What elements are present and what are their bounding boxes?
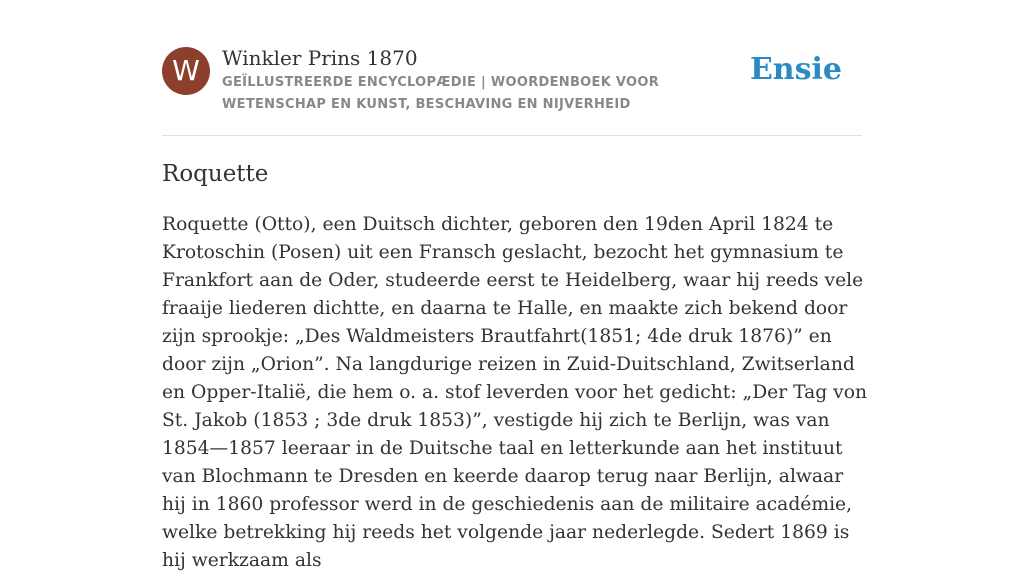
header-divider xyxy=(162,135,862,136)
entry-body: Roquette (Otto), een Duitsch dichter, geboren den 19den April 1824 te Krotoschin (Posen) uit een Fransch geslacht, bezocht het gymnasium te Frankfort aan de Oder, studeerde eerst te Heidelberg, waar hij reeds vele fraaije liederen dichtte, en daarna te Halle, en maakte zich bekend door zijn sprookje: „Des Waldmeisters Brautfahrt(1851; 4de druk 1876)” en door zijn „Orion”. Na langdurige reizen in Zuid-Duitschland, Zwitserland en Opper-Italië, die hem o. a. stof leverden voor het gedicht: „Der Tag von St. Jakob (1853 ; 3de druk 1853)”, vestigde hij zich te Berlijn, was van 1854—1857 leeraar in de Duitsche taal en letterkunde aan het instituut van Blochmann te Dresden en keerde daarop terug naar Berlijn, alwaar hij in 1860 professor werd in de geschiedenis aan de militaire académie, welke betrekking hij reeds het volgende jaar nederlegde. Sedert 1869 is hij werkzaam als xyxy=(162,214,868,571)
ensie-logo[interactable]: Ensie xyxy=(749,52,842,87)
source-avatar[interactable]: W xyxy=(162,47,210,95)
entry-title: Roquette xyxy=(162,161,269,187)
source-title[interactable]: Winkler Prins 1870 xyxy=(222,46,418,70)
source-header xyxy=(162,45,862,135)
source-subtitle: GEÏLLUSTREERDE ENCYCLOPÆDIE | WOORDENBOEK VOOR WETENSCHAP EN KUNST, BESCHAVING EN NIJVERHEID xyxy=(222,75,660,112)
